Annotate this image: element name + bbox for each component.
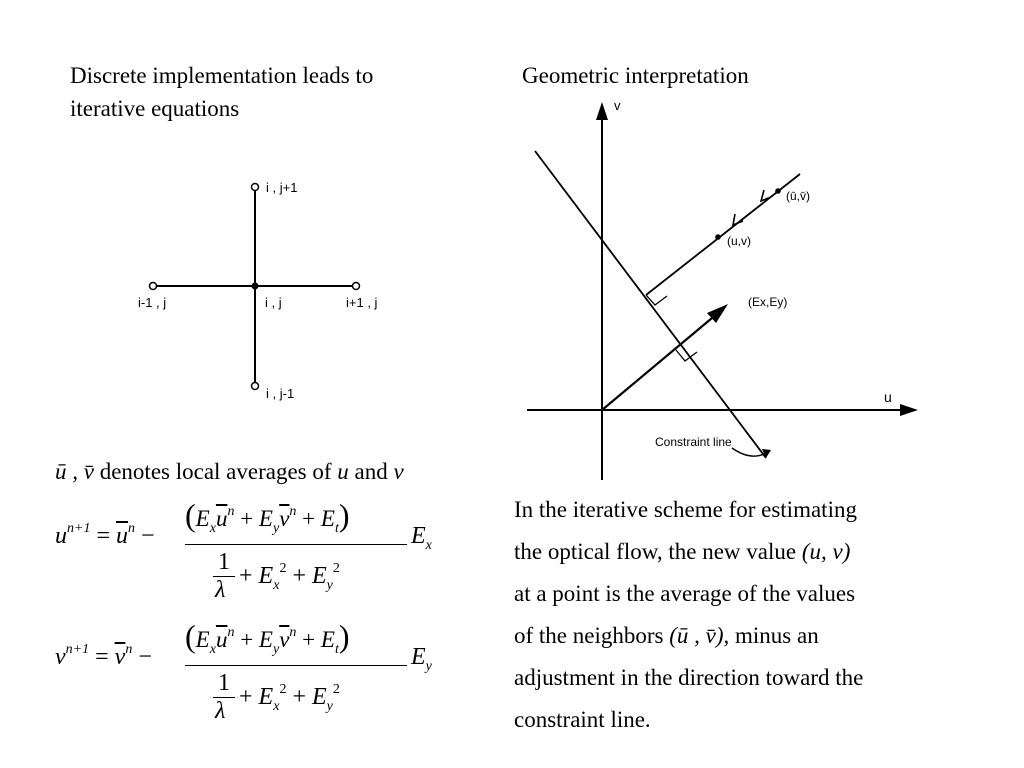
projection-chevron (761, 190, 771, 201)
point-uv-dot (715, 234, 721, 240)
eq-u-lhs-sup: n+1 (67, 521, 91, 536)
note-u: u (337, 459, 349, 484)
point-avg-dot (775, 188, 781, 194)
para-line2 (514, 531, 1014, 573)
para-line1: In the iterative scheme for estimating (514, 497, 857, 522)
e-vector (602, 313, 718, 410)
note-v: v (393, 459, 404, 484)
equation-u: $u^{n+1} = \overline{u}^n$ − $(E_x\overline{u}^n + E_y\overline{v}^n + E_t)$ 1 λ + $E_x^2 + E_y^2$ $E_x$ (55, 497, 432, 603)
para-line4 (514, 615, 1014, 657)
v-axis-label: v (614, 98, 621, 113)
eq-v-numerator: $(E_x\overline{u}^n + E_y\overline{v}^n + E_t)$ (185, 618, 350, 657)
left-title-line1: Discrete implementation leads to (70, 63, 374, 88)
note-vars: ū , v̄ (55, 459, 94, 484)
left-title-line2: iterative equations (70, 96, 240, 121)
grid-label-center: i , j (265, 295, 282, 310)
para-line4-math: (ū , v̄) (669, 623, 724, 648)
v-axis-arrow (596, 102, 608, 120)
eq-u-one: 1 (218, 549, 230, 575)
grid-label-left: i-1 , j (138, 295, 167, 310)
para-line2-text: the optical flow, the new value (514, 539, 797, 564)
eq-u-lhs: u (55, 523, 67, 549)
para-line4-tail: , minus an (723, 623, 819, 648)
eq-u-lambda: λ (215, 577, 226, 603)
constraint-label: Constraint line (655, 435, 732, 449)
para-line2-math: (u, v) (801, 539, 851, 564)
averages-note (55, 459, 404, 485)
point-uv-label: (u,v) (727, 234, 751, 248)
eq-v-lhs: v (55, 644, 66, 670)
para-line3: at a point is the average of the values (514, 581, 856, 606)
u-axis-arrow (900, 404, 918, 416)
explanation-paragraph (514, 489, 1014, 741)
grid-label-right: i+1 , j (346, 295, 378, 310)
para-line4-text: of the neighbors (514, 623, 664, 648)
para-line6: constraint line. (514, 707, 651, 732)
para-line5: adjustment in the direction toward the (514, 665, 864, 690)
point-e-label: (Ex,Ey) (748, 295, 788, 309)
right-title: Geometric interpretation (522, 63, 749, 88)
u-axis-label: u (884, 389, 892, 405)
point-avg-label: (ū,v̄) (786, 189, 810, 203)
constraint-line (535, 151, 766, 458)
equation-v: $v^{n+1} = \overline{v}^n$ − $(E_x\overline{u}^n + E_y\overline{v}^n + E_t)$ 1 λ + $E_x^2 + E_y^2$ $E_y$ (55, 618, 432, 724)
eq-u-rhs-sup: n (128, 521, 135, 536)
grid-label-top: i , j+1 (266, 180, 298, 195)
note-and: and (354, 459, 388, 484)
grid-label-bottom: i , j-1 (266, 386, 295, 401)
eq-u-numerator: $(E_x\overline{u}^n + E_y\overline{v}^n + E_t)$ (185, 497, 350, 536)
note-text: denotes local averages of (99, 459, 332, 484)
